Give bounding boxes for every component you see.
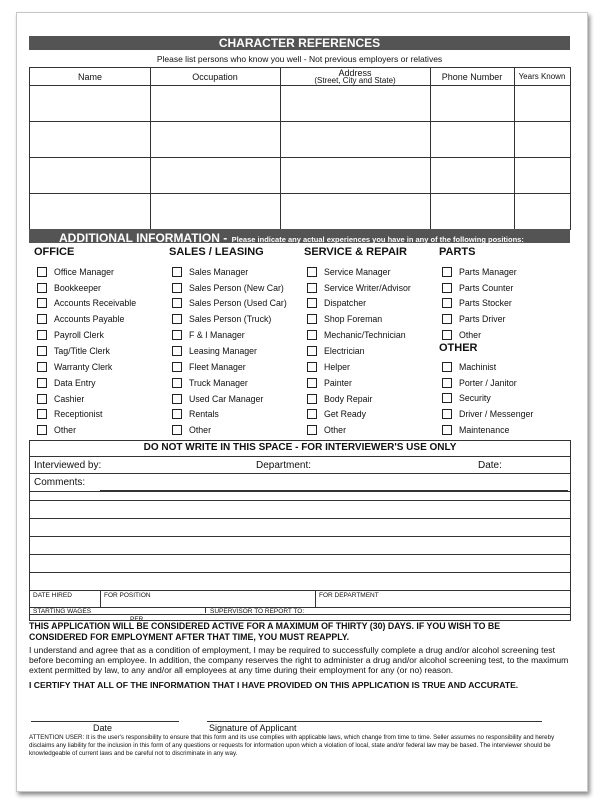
checklist-item-porter-janitor[interactable] (442, 374, 517, 386)
checklist-item-label: Leasing Manager (189, 346, 257, 357)
checklist-item-parts-counter[interactable] (442, 279, 513, 291)
checklist-item-other[interactable] (442, 326, 482, 341)
checklist-item-service-writer-advisor[interactable] (307, 279, 411, 291)
checklist-item-sales-manager[interactable] (172, 263, 248, 275)
heading-service-repair: SERVICE & REPAIR (304, 246, 407, 258)
checklist-item-other[interactable] (307, 422, 346, 434)
signature-label: Signature of Applicant (209, 723, 297, 733)
checklist-item-service-manager[interactable] (307, 263, 391, 275)
checklist-item-label: Accounts Receivable (54, 298, 137, 309)
drug-screening-statement: I understand and agree that as a condition of employment, I may be required to successfully complete a drug and/or alcohol screening test before becoming an employee. In addition, the company reserves the right to administer a drug and/or alcohol screening test, to the maximum extent permitted by law, to any and/or all employees at any time during their employment for any (or no) reason. (29, 645, 569, 675)
checkbox[interactable] (307, 362, 317, 372)
checklist-item-cashier[interactable] (37, 390, 84, 402)
checklist-item-parts-stocker[interactable] (442, 295, 512, 307)
checklist-item-label: Sales Person (Used Car) (189, 298, 287, 309)
checkbox[interactable] (307, 330, 317, 340)
column-header-address-sub: (Street, City and State) (314, 76, 396, 85)
checklist-item-payroll-clerk[interactable] (37, 326, 104, 341)
checklist-item-machinist[interactable] (442, 358, 496, 370)
checklist-item-rentals[interactable] (172, 406, 219, 418)
department-label: Department: (256, 460, 312, 471)
date-label: Date: (478, 460, 502, 471)
additional-information-subtitle: Please indicate any actual experiences you have in any of the following positions: (231, 235, 524, 243)
checklist-item-label: Maintenance (459, 425, 510, 436)
checkbox[interactable] (307, 283, 317, 293)
checklist-item-label: Security (459, 393, 491, 404)
checkbox[interactable] (37, 409, 47, 419)
checkbox[interactable] (37, 314, 47, 324)
checkbox[interactable] (442, 409, 452, 419)
checklist-item-sales-person-new-car[interactable] (172, 279, 284, 291)
checkbox[interactable] (442, 330, 452, 340)
for-position-label: FOR POSITION (104, 592, 151, 599)
checklist-item-fleet-manager[interactable] (172, 358, 246, 370)
checklist-item-tag-title-clerk[interactable] (37, 342, 110, 357)
checkbox[interactable] (172, 283, 182, 293)
checkbox[interactable] (307, 298, 317, 308)
department-field[interactable] (320, 458, 475, 472)
checkbox[interactable] (172, 394, 182, 404)
checklist-item-sales-person-truck[interactable] (172, 311, 271, 323)
date-signature-line[interactable] (31, 721, 179, 722)
heading-other: OTHER (439, 342, 478, 354)
checklist-item-label: Parts Counter (459, 282, 514, 293)
checklist-item-label: Rentals (189, 409, 219, 420)
date-hired-label: DATE HIRED (33, 592, 72, 599)
date-field[interactable] (505, 458, 568, 472)
column-header-phone: Phone Number (441, 72, 503, 82)
checkbox[interactable] (37, 330, 47, 340)
checklist-item-label: Sales Manager (189, 266, 249, 277)
checkbox[interactable] (172, 314, 182, 324)
checklist-item-label: Service Writer/Advisor (324, 282, 411, 293)
checklist-item-label: Used Car Manager (189, 393, 264, 404)
checkbox[interactable] (37, 346, 47, 356)
checklist-item-bookkeeper[interactable] (37, 279, 101, 291)
checklist-item-shop-foreman[interactable] (307, 311, 382, 323)
references-table (29, 67, 571, 230)
interviewed-by-label: Interviewed by: (34, 460, 102, 471)
checklist-item-label: Bookkeeper (54, 282, 101, 293)
checkbox[interactable] (307, 346, 317, 356)
interviewer-title: DO NOT WRITE IN THIS SPACE - FOR INTERVIEWER'S USE ONLY (143, 442, 457, 453)
heading-sales-leasing: SALES / LEASING (169, 246, 264, 258)
checkbox[interactable] (172, 362, 182, 372)
checklist-item-label: Tag/Title Clerk (54, 346, 110, 357)
checkbox[interactable] (442, 425, 452, 435)
checkbox[interactable] (37, 378, 47, 388)
checklist-item-label: Data Entry (54, 377, 96, 388)
checkbox[interactable] (307, 425, 317, 435)
checkbox[interactable] (307, 314, 317, 324)
checklist-item-parts-manager[interactable] (442, 263, 517, 275)
checklist-item-label: Get Ready (324, 409, 367, 420)
checklist-item-label: Machinist (459, 361, 497, 372)
attention-user-disclaimer: ATTENTION USER: It is the user's responsibility to ensure that this form and its use complies with applicable laws, which change from time to time. Seller assumes no responsibility and hereby disclaims any liability for the inclusion in this form of any questions or requests for information upon which a violation of local, state and/or federal law may be based. The interviewer should be knowledgeable of current laws and be careful not to discriminate in any way. (29, 734, 555, 757)
checkbox[interactable] (37, 362, 47, 372)
checkbox[interactable] (172, 409, 182, 419)
checklist-item-driver-messenger[interactable] (442, 406, 533, 418)
checkbox[interactable] (442, 267, 452, 277)
checklist-item-leasing-manager[interactable] (172, 342, 257, 357)
checklist-item-painter[interactable] (307, 374, 352, 386)
checkbox[interactable] (442, 283, 452, 293)
active-notice: THIS APPLICATION WILL BE CONSIDERED ACTIVE FOR A MAXIMUM OF THIRTY (30) DAYS. IF YOU WISH TO BE CONSIDERED FOR EMPLOYMENT AFTER THAT TIME, YOU MUST REAPPLY. (29, 621, 501, 642)
checkbox[interactable] (172, 425, 182, 435)
checklist-item-label: Other (324, 425, 347, 436)
checkbox[interactable] (37, 394, 47, 404)
checklist-item-office-manager[interactable] (37, 263, 114, 275)
checkbox[interactable] (37, 298, 47, 308)
checkbox[interactable] (172, 267, 182, 277)
checklist-item-receptionist[interactable] (37, 406, 102, 418)
column-header-years-known: Years Known (518, 72, 566, 81)
checklist-item-label: Sales Person (New Car) (189, 282, 284, 293)
supervisor-label: SUPERVISOR TO REPORT TO: (210, 608, 305, 615)
checklist-item-label: Mechanic/Technician (324, 330, 406, 341)
date-signature-label: Date (93, 723, 113, 733)
checklist-item-label: Office Manager (54, 266, 114, 277)
checklist-item-label: Parts Manager (459, 266, 517, 277)
checkbox[interactable] (442, 298, 452, 308)
per-label: PER (130, 616, 144, 623)
checklist-item-other[interactable] (172, 422, 211, 434)
checklist-item-label: Payroll Clerk (54, 330, 104, 341)
checklist-item-label: Receptionist (54, 409, 103, 420)
checklist-item-accounts-payable[interactable] (37, 311, 124, 323)
references-subtitle: Please list persons who know you well - Not previous employers or relatives (156, 54, 443, 64)
column-header-name: Name (77, 72, 102, 82)
checkbox[interactable] (37, 283, 47, 293)
checkbox[interactable] (442, 314, 452, 324)
checklist-item-label: Fleet Manager (189, 361, 246, 372)
checklist-item-label: Other (459, 330, 482, 341)
heading-parts: PARTS (439, 246, 476, 258)
interviewer-section (29, 440, 571, 623)
checkbox[interactable] (442, 362, 452, 372)
signature-line[interactable] (207, 721, 542, 722)
checkbox[interactable] (172, 346, 182, 356)
checklist-item-label: Sales Person (Truck) (189, 314, 272, 325)
additional-information-title: ADDITIONAL INFORMATION - (59, 231, 228, 243)
checklist-item-label: Helper (324, 361, 350, 372)
checklist-item-used-car-manager[interactable] (172, 390, 263, 402)
checkbox[interactable] (37, 425, 47, 435)
checklist-item-accounts-receivable[interactable] (37, 295, 136, 307)
checklist-item-sales-person-used-car[interactable] (172, 295, 287, 307)
checklist-item-body-repair[interactable] (307, 390, 372, 402)
checkbox[interactable] (172, 298, 182, 308)
checkbox[interactable] (307, 409, 317, 419)
checklist-item-label: Electrician (324, 346, 365, 357)
checklist-item-truck-manager[interactable] (172, 374, 248, 386)
checklist-item-maintenance[interactable] (442, 421, 510, 436)
character-references-header (29, 36, 570, 50)
additional-information-header (29, 229, 570, 243)
checklist-item-label: Cashier (54, 393, 85, 404)
checklist-item-other[interactable] (37, 422, 76, 434)
checklist-item-label: F & I Manager (189, 330, 245, 341)
interviewed-by-field[interactable] (30, 458, 255, 472)
checkbox[interactable] (172, 378, 182, 388)
starting-wages-label: STARTING WAGES (33, 608, 92, 615)
checklist-item-label: Other (189, 425, 212, 436)
column-header-address: Address (338, 68, 372, 78)
checklist-item-security[interactable] (442, 390, 491, 402)
checklist-item-label: Body Repair (324, 393, 373, 404)
heading-office: OFFICE (34, 246, 75, 258)
checklist-item-label: Shop Foreman (324, 314, 383, 325)
checklist-item-electrician[interactable] (307, 342, 365, 357)
checkbox[interactable] (307, 267, 317, 277)
comments-label: Comments: (34, 477, 86, 488)
column-header-occupation: Occupation (192, 72, 238, 82)
checklist-item-f-i-manager[interactable] (172, 326, 245, 341)
form-page (16, 12, 588, 792)
checklist-item-warranty-clerk[interactable] (37, 358, 112, 370)
comments-area[interactable] (30, 492, 570, 589)
checkbox[interactable] (442, 378, 452, 388)
checklist-item-parts-driver[interactable] (442, 311, 505, 323)
checklist-item-label: Parts Stocker (459, 298, 512, 309)
checkbox[interactable] (37, 267, 47, 277)
comments-first-line[interactable] (100, 477, 568, 491)
certification-statement: I CERTIFY THAT ALL OF THE INFORMATION THAT I HAVE PROVIDED ON THIS APPLICATION IS TRUE AND ACCURATE. (29, 680, 519, 690)
checklist-item-data-entry[interactable] (37, 374, 96, 386)
checklist-item-label: Accounts Payable (54, 314, 125, 325)
character-references-title: CHARACTER REFERENCES (218, 36, 381, 50)
checklist-item-label: Service Manager (324, 266, 391, 277)
checkbox[interactable] (307, 378, 317, 388)
checklist-item-get-ready[interactable] (307, 406, 366, 418)
checklist-item-mechanic-technician[interactable] (307, 326, 406, 341)
checklist-item-helper[interactable] (307, 358, 350, 370)
checkbox[interactable] (442, 393, 452, 403)
checklist-item-label: Driver / Messenger (459, 409, 534, 420)
checklist-item-label: Other (54, 425, 77, 436)
checklist-item-label: Truck Manager (189, 377, 248, 388)
checkbox[interactable] (172, 330, 182, 340)
checklist-item-label: Parts Driver (459, 314, 506, 325)
checklist-item-label: Dispatcher (324, 298, 367, 309)
for-department-label: FOR DEPARTMENT (319, 592, 379, 599)
checklist-item-label: Warranty Clerk (54, 361, 113, 372)
checklist-item-label: Painter (324, 377, 352, 388)
checklist-item-label: Porter / Janitor (459, 377, 517, 388)
checkbox[interactable] (307, 394, 317, 404)
checklist-item-dispatcher[interactable] (307, 295, 366, 307)
